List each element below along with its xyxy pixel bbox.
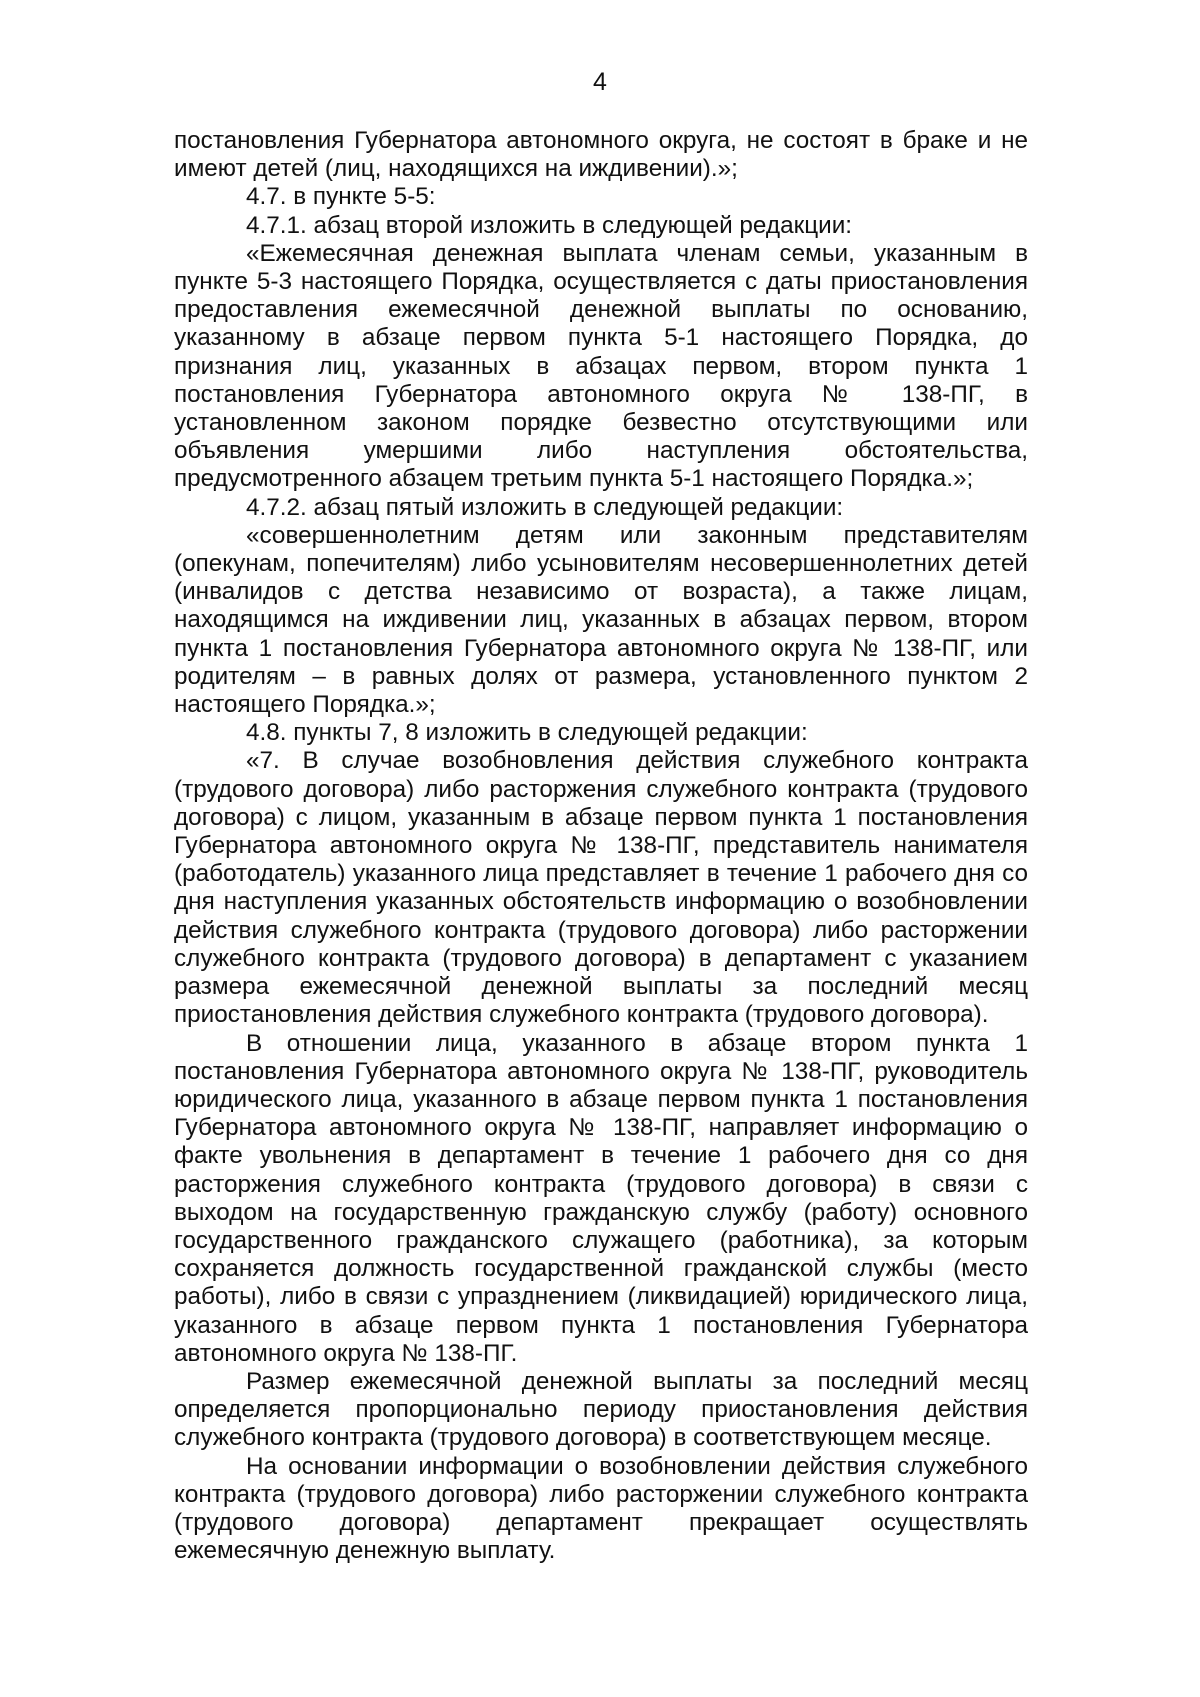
paragraph: Размер ежемесячной денежной выплаты за последний месяц определяется пропорционально периоду приостановления действия служебного контракта (трудового договора) в соответствующем месяце. [174, 1367, 1028, 1452]
paragraph: 4.7. в пункте 5-5: [246, 183, 436, 211]
paragraph: «7. В случае возобновления действия служебного контракта (трудового договора) либо расторжения служебного контракта (трудового договора) с лицом, указанным в абзаце первом пункта 1 постановления Губернатора автономного округа № 138-ПГ, представитель нанимателя (работодатель) указанного лица представляет в течение 1 рабочего дня со дня наступления указанных обстоятельств информацию о возобновлении действия служебного контракта (трудового договора) либо расторжении служебного контракта (трудового договора) в департамент с указанием размера ежемесячной денежной выплаты за последний месяц приостановления действия служебного контракта (трудового договора). [174, 747, 1028, 1029]
document-body [174, 127, 1028, 1565]
paragraph: «Ежемесячная денежная выплата членам семьи, указанным в пункте 5-3 настоящего Порядка, осуществляется с даты приостановления предоставления ежемесячной денежной выплаты по основанию, указанному в абзаце первом пункта 5-1 настоящего Порядка, до признания лиц, указанных в абзацах первом, втором пункта 1 постановления Губернатора автономного округа № 138-ПГ, в установленном законом порядке безвестно отсутствующими или объявления умершими либо наступления обстоятельства, предусмотренного абзацем третьим пункта 5-1 настоящего Порядка.»; [174, 239, 1028, 493]
paragraph: 4.7.1. абзац второй изложить в следующей редакции: [246, 211, 853, 239]
page-number: 4 [593, 68, 607, 96]
paragraph: постановления Губернатора автономного округа, не состоят в браке и не имеют детей (лиц, находящихся на иждивении).»; [174, 127, 1028, 183]
paragraph: «совершеннолетним детям или законным представителям (опекунам, попечителям) либо усыновителям несовершеннолетних детей (инвалидов с детства независимо от возраста), а также лицам, находящимся на иждивении лиц, указанных в абзацах первом, втором пункта 1 постановления Губернатора автономного округа № 138-ПГ, или родителям – в равных долях от размера, установленного пунктом 2 настоящего Порядка.»; [174, 521, 1028, 719]
paragraph: В отношении лица, указанного в абзаце втором пункта 1 постановления Губернатора автономного округа № 138-ПГ, руководитель юридического лица, указанного в абзаце первом пункта 1 постановления Губернатора автономного округа № 138-ПГ, направляет информацию о факте увольнения в департамент в течение 1 рабочего дня со дня расторжения служебного контракта (трудового договора) в связи с выходом на государственную гражданскую службу (работу) основного государственного гражданского служащего (работника), за которым сохраняется должность государственной гражданской службы (место работы), либо в связи с упразднением (ликвидацией) юридического лица, указанного в абзаце первом пункта 1 постановления Губернатора автономного округа № 138-ПГ. [174, 1029, 1028, 1367]
paragraph: На основании информации о возобновлении действия служебного контракта (трудового договора) либо расторжении служебного контракта (трудового договора) департамент прекращает осуществлять ежемесячную денежную выплату. [174, 1452, 1028, 1565]
paragraph: 4.7.2. абзац пятый изложить в следующей редакции: [246, 493, 844, 521]
paragraph: 4.8. пункты 7, 8 изложить в следующей редакции: [246, 719, 808, 747]
